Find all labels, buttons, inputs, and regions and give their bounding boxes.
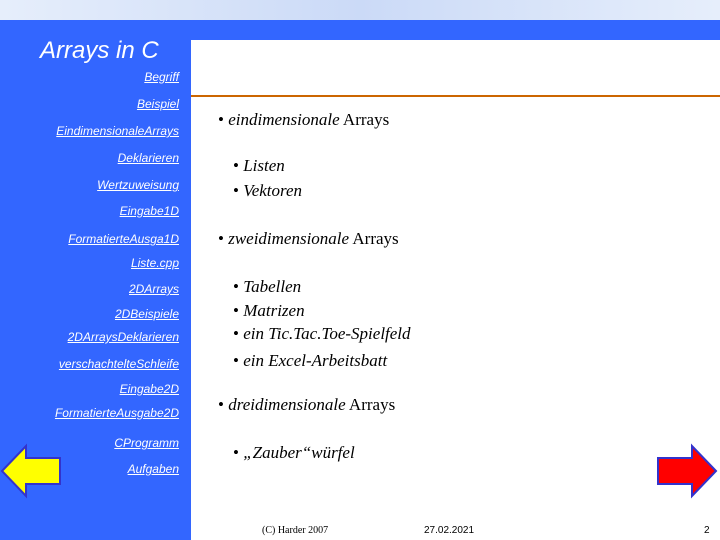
sub-bullet: • — [233, 351, 239, 370]
sub-bullet: • — [233, 301, 239, 320]
nav-link-begriff[interactable]: Begriff — [144, 70, 179, 84]
app-title: Arrays in C — [40, 37, 159, 64]
nav-link-2dbeispiele[interactable]: 2DBeispiele — [114, 307, 179, 321]
section-eindimensional — [218, 110, 389, 130]
section-rest: Arrays — [349, 229, 399, 248]
sub-item-label: ein Excel-Arbeitsbatt — [243, 351, 388, 370]
top-gradient-bar — [0, 0, 720, 20]
nav-link-formatierte-ausgabe2d[interactable]: FormatierteAusgabe2D — [54, 406, 179, 420]
sub-item-listen — [233, 156, 285, 176]
nav-link-eingabe1d[interactable]: Eingabe1D — [119, 204, 179, 218]
section-emphasis: dreidimensionale — [228, 395, 346, 414]
sub-item-label: Listen — [243, 156, 285, 175]
nav-link-cprogramm[interactable]: CProgramm — [114, 436, 179, 450]
section-rest: Arrays — [339, 110, 390, 129]
nav-link-eingabe2d[interactable]: Eingabe2D — [119, 382, 179, 396]
nav-link-eindimensionale-arrays[interactable]: EindimensionaleArrays — [56, 124, 179, 138]
footer-date: 27.02.2021 — [424, 525, 475, 536]
nav-link-formatierte-ausga1d[interactable]: FormatierteAusga1D — [68, 232, 179, 246]
sub-item-label: Tabellen — [243, 277, 302, 296]
sub-item-label: „Zauber“würfel — [243, 443, 355, 462]
sub-bullet: • — [233, 324, 239, 343]
sub-bullet: • — [233, 443, 239, 462]
title-divider — [191, 95, 720, 97]
left-arrow-icon[interactable] — [0, 442, 62, 500]
sub-item-label: ein Tic.Tac.Toe-Spielfeld — [243, 324, 411, 343]
nav-link-aufgaben[interactable]: Aufgaben — [127, 462, 179, 476]
footer-copyright: (C) Harder 2007 — [262, 525, 329, 536]
sub-item-vektoren — [233, 181, 302, 201]
section-rest: Arrays — [345, 395, 396, 414]
nav-link-deklarieren[interactable]: Deklarieren — [117, 151, 179, 165]
sub-item-tabellen — [233, 277, 301, 297]
nav-link-liste-cpp[interactable]: Liste.cpp — [130, 256, 179, 270]
header-band — [191, 20, 720, 40]
title-row — [191, 40, 720, 95]
sub-bullet: • — [233, 277, 239, 296]
section-dreidimensional — [218, 395, 395, 415]
sub-item-zauberwuerfel — [233, 443, 355, 463]
bullet: • — [218, 395, 224, 414]
sub-item-label: Matrizen — [243, 301, 305, 320]
sub-item-matrizen — [233, 301, 305, 321]
nav-link-2darrays[interactable]: 2DArrays — [128, 282, 179, 296]
sub-bullet: • — [233, 156, 239, 175]
section-emphasis: zweidimensionale — [228, 229, 350, 248]
nav-link-wertzuweisung[interactable]: Wertzuweisung — [97, 178, 179, 192]
section-zweidimensional — [218, 229, 399, 249]
sub-item-excel — [233, 351, 387, 371]
section-emphasis: eindimensionale — [228, 110, 340, 129]
sub-item-label: Vektoren — [243, 181, 303, 200]
sub-item-tictactoe — [233, 324, 411, 344]
nav-link-2darrays-deklarieren[interactable]: 2DArraysDeklarieren — [67, 330, 179, 344]
bullet: • — [218, 229, 224, 248]
footer-page-number: 2 — [704, 525, 710, 536]
right-arrow-icon[interactable] — [656, 442, 718, 500]
bullet: • — [218, 110, 224, 129]
sub-bullet: • — [233, 181, 239, 200]
nav-link-verschachtelte-schleife[interactable]: verschachtelteSchleife — [58, 357, 179, 371]
nav-link-beispiel[interactable]: Beispiel — [136, 97, 179, 111]
